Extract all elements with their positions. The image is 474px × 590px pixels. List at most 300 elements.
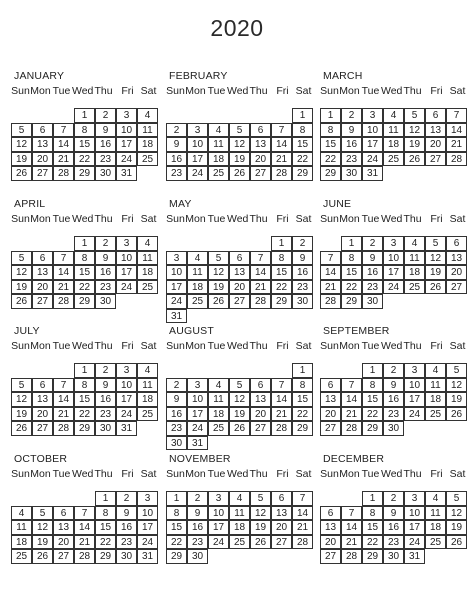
day-cell: 22 [74, 407, 95, 422]
day-cell: 15 [292, 392, 313, 407]
day-cell: 2 [383, 363, 404, 378]
day-cell: 28 [74, 549, 95, 564]
day-cell: 15 [74, 265, 95, 280]
day-cell: 8 [320, 123, 341, 138]
day-cell: 19 [446, 392, 467, 407]
day-cell: 5 [229, 378, 250, 393]
weekday-label-wed: Wed [381, 85, 403, 97]
month-april [11, 198, 161, 318]
weekday-header [11, 213, 161, 227]
day-cell: 4 [425, 363, 446, 378]
day-cell: 9 [95, 251, 116, 266]
day-cell: 28 [250, 294, 271, 309]
day-cell: 19 [11, 407, 32, 422]
day-cell: 19 [11, 152, 32, 167]
day-cell: 24 [116, 407, 137, 422]
day-grid [320, 491, 468, 579]
weekday-label-wed: Wed [381, 468, 403, 480]
day-cell: 29 [362, 549, 383, 564]
day-cell: 25 [404, 280, 425, 295]
weekday-label-mon: Mon [185, 340, 206, 352]
day-cell: 27 [250, 421, 271, 436]
day-cell: 28 [53, 421, 74, 436]
weekday-label-mon: Mon [185, 468, 206, 480]
day-cell: 2 [166, 123, 187, 138]
weekday-label-tue: Tue [52, 340, 71, 352]
day-cell: 15 [95, 520, 116, 535]
day-cell: 3 [116, 108, 137, 123]
day-cell: 5 [229, 123, 250, 138]
day-cell: 27 [320, 549, 341, 564]
weekday-label-sun: Sun [166, 340, 185, 352]
day-cell: 19 [229, 152, 250, 167]
day-cell: 3 [187, 378, 208, 393]
weekday-label-mon: Mon [30, 468, 51, 480]
day-cell: 26 [11, 294, 32, 309]
day-cell: 15 [362, 392, 383, 407]
weekday-label-thu: Thu [249, 85, 268, 97]
day-cell: 18 [187, 280, 208, 295]
day-cell: 21 [250, 280, 271, 295]
day-cell: 19 [250, 520, 271, 535]
day-cell: 26 [208, 294, 229, 309]
day-cell: 8 [95, 506, 116, 521]
day-cell: 12 [11, 392, 32, 407]
day-cell: 29 [271, 294, 292, 309]
day-cell: 7 [53, 251, 74, 266]
weekday-label-thu: Thu [249, 468, 268, 480]
day-grid [166, 491, 314, 579]
day-cell: 24 [208, 535, 229, 550]
day-cell: 8 [166, 506, 187, 521]
weekday-label-thu: Thu [94, 85, 113, 97]
day-cell: 27 [271, 535, 292, 550]
weekday-label-tue: Tue [361, 85, 380, 97]
day-cell: 13 [425, 123, 446, 138]
day-cell: 17 [166, 280, 187, 295]
day-cell: 29 [341, 294, 362, 309]
day-cell: 24 [362, 152, 383, 167]
day-cell: 27 [229, 294, 250, 309]
day-cell: 1 [362, 491, 383, 506]
day-grid [11, 236, 159, 324]
day-cell: 8 [292, 123, 313, 138]
day-cell: 10 [116, 378, 137, 393]
weekday-label-sat: Sat [140, 468, 157, 480]
day-cell: 5 [446, 363, 467, 378]
day-cell: 8 [362, 378, 383, 393]
day-cell: 30 [187, 549, 208, 564]
day-cell: 26 [250, 535, 271, 550]
day-cell: 21 [74, 535, 95, 550]
day-cell: 28 [292, 535, 313, 550]
month-july [11, 325, 161, 445]
day-cell: 7 [271, 378, 292, 393]
weekday-label-sun: Sun [11, 213, 30, 225]
day-cell: 10 [137, 506, 158, 521]
day-cell: 20 [320, 535, 341, 550]
weekday-label-mon: Mon [30, 340, 51, 352]
day-cell: 30 [383, 421, 404, 436]
month-name: DECEMBER [323, 453, 385, 465]
day-cell: 12 [11, 265, 32, 280]
weekday-label-fri: Fri [121, 340, 134, 352]
weekday-label-wed: Wed [227, 85, 249, 97]
day-cell: 1 [95, 491, 116, 506]
day-cell: 7 [341, 506, 362, 521]
day-cell: 1 [271, 236, 292, 251]
day-cell: 26 [11, 166, 32, 181]
day-cell: 22 [292, 407, 313, 422]
weekday-label-sun: Sun [166, 85, 185, 97]
day-cell: 1 [292, 108, 313, 123]
day-cell: 23 [362, 280, 383, 295]
day-cell: 11 [383, 123, 404, 138]
day-cell: 3 [383, 236, 404, 251]
day-grid [320, 108, 468, 196]
day-cell: 17 [208, 520, 229, 535]
day-cell: 24 [187, 166, 208, 181]
day-cell: 29 [166, 549, 187, 564]
month-name: JUNE [323, 198, 352, 210]
day-cell: 12 [404, 123, 425, 138]
day-grid [166, 363, 314, 451]
day-cell: 1 [320, 108, 341, 123]
day-cell: 11 [404, 251, 425, 266]
day-cell: 20 [229, 280, 250, 295]
month-name: OCTOBER [14, 453, 68, 465]
day-grid [166, 108, 314, 196]
day-cell: 9 [166, 137, 187, 152]
month-name: SEPTEMBER [323, 325, 390, 337]
day-cell: 2 [116, 491, 137, 506]
month-name: FEBRUARY [169, 70, 228, 82]
day-cell: 19 [446, 520, 467, 535]
weekday-label-sat: Sat [449, 85, 466, 97]
day-cell: 11 [425, 506, 446, 521]
day-cell: 3 [116, 236, 137, 251]
day-cell: 25 [208, 166, 229, 181]
weekday-label-tue: Tue [207, 340, 226, 352]
day-cell: 30 [362, 294, 383, 309]
day-cell: 29 [74, 166, 95, 181]
day-cell: 6 [32, 123, 53, 138]
day-cell: 31 [187, 436, 208, 451]
day-cell: 17 [404, 520, 425, 535]
weekday-label-fri: Fri [276, 340, 289, 352]
day-cell: 14 [271, 137, 292, 152]
day-cell: 25 [425, 535, 446, 550]
day-cell: 7 [53, 123, 74, 138]
day-cell: 18 [404, 265, 425, 280]
day-cell: 31 [404, 549, 425, 564]
day-cell: 30 [95, 166, 116, 181]
day-cell: 10 [404, 378, 425, 393]
weekday-label-sat: Sat [140, 340, 157, 352]
day-cell: 11 [208, 392, 229, 407]
weekday-label-thu: Thu [249, 213, 268, 225]
weekday-label-sat: Sat [295, 340, 312, 352]
day-cell: 16 [292, 265, 313, 280]
day-cell: 23 [383, 407, 404, 422]
day-cell: 18 [208, 407, 229, 422]
weekday-label-wed: Wed [72, 85, 94, 97]
day-cell: 23 [95, 152, 116, 167]
day-cell: 11 [137, 251, 158, 266]
day-cell: 2 [95, 363, 116, 378]
calendar-year-title: 2020 [210, 15, 264, 41]
day-cell: 28 [341, 549, 362, 564]
day-cell: 31 [116, 421, 137, 436]
day-cell: 18 [425, 392, 446, 407]
day-cell: 8 [271, 251, 292, 266]
day-cell: 2 [187, 491, 208, 506]
day-cell: 21 [271, 407, 292, 422]
day-cell: 16 [166, 407, 187, 422]
day-cell: 10 [187, 392, 208, 407]
day-cell: 22 [362, 535, 383, 550]
weekday-label-thu: Thu [249, 340, 268, 352]
day-cell: 13 [32, 137, 53, 152]
weekday-label-fri: Fri [276, 468, 289, 480]
day-grid [320, 236, 468, 324]
weekday-header [166, 213, 316, 227]
day-cell: 6 [446, 236, 467, 251]
day-cell: 18 [137, 392, 158, 407]
day-cell: 3 [187, 123, 208, 138]
weekday-label-mon: Mon [185, 85, 206, 97]
day-cell: 16 [95, 137, 116, 152]
day-cell: 3 [137, 491, 158, 506]
day-cell: 13 [320, 392, 341, 407]
day-cell: 27 [446, 280, 467, 295]
day-cell: 14 [74, 520, 95, 535]
day-cell: 28 [446, 152, 467, 167]
weekday-label-mon: Mon [339, 468, 360, 480]
day-cell: 1 [74, 236, 95, 251]
day-cell: 28 [271, 421, 292, 436]
day-cell: 10 [166, 265, 187, 280]
weekday-header [320, 213, 470, 227]
month-name: JANUARY [14, 70, 65, 82]
day-cell: 7 [271, 123, 292, 138]
day-cell: 20 [250, 407, 271, 422]
day-cell: 12 [11, 137, 32, 152]
day-cell: 10 [116, 123, 137, 138]
weekday-header [320, 468, 470, 482]
weekday-label-tue: Tue [361, 213, 380, 225]
day-cell: 25 [137, 407, 158, 422]
day-cell: 28 [341, 421, 362, 436]
weekday-label-wed: Wed [381, 340, 403, 352]
day-cell: 9 [166, 392, 187, 407]
day-cell: 5 [11, 123, 32, 138]
day-cell: 12 [425, 251, 446, 266]
weekday-label-thu: Thu [403, 213, 422, 225]
weekday-header [11, 468, 161, 482]
day-cell: 15 [271, 265, 292, 280]
day-cell: 11 [11, 520, 32, 535]
weekday-label-thu: Thu [94, 213, 113, 225]
weekday-label-sun: Sun [11, 340, 30, 352]
day-cell: 4 [11, 506, 32, 521]
weekday-label-wed: Wed [72, 340, 94, 352]
day-cell: 30 [95, 421, 116, 436]
day-cell: 17 [116, 392, 137, 407]
day-cell: 12 [208, 265, 229, 280]
day-cell: 18 [383, 137, 404, 152]
day-cell: 21 [53, 280, 74, 295]
day-cell: 13 [446, 251, 467, 266]
weekday-header [166, 340, 316, 354]
day-cell: 29 [95, 549, 116, 564]
day-cell: 28 [320, 294, 341, 309]
day-cell: 9 [362, 251, 383, 266]
day-cell: 2 [95, 236, 116, 251]
day-cell: 2 [166, 378, 187, 393]
weekday-label-wed: Wed [227, 213, 249, 225]
day-cell: 20 [250, 152, 271, 167]
day-cell: 8 [74, 378, 95, 393]
day-cell: 9 [187, 506, 208, 521]
day-cell: 25 [383, 152, 404, 167]
day-cell: 12 [229, 137, 250, 152]
day-cell: 17 [137, 520, 158, 535]
day-cell: 23 [341, 152, 362, 167]
day-cell: 30 [166, 436, 187, 451]
weekday-label-sun: Sun [166, 468, 185, 480]
month-may [166, 198, 316, 322]
day-cell: 23 [383, 535, 404, 550]
day-cell: 22 [271, 280, 292, 295]
day-cell: 12 [446, 506, 467, 521]
day-cell: 26 [11, 421, 32, 436]
day-cell: 5 [32, 506, 53, 521]
day-cell: 4 [208, 378, 229, 393]
day-cell: 3 [208, 491, 229, 506]
day-cell: 28 [53, 294, 74, 309]
day-cell: 26 [229, 421, 250, 436]
day-cell: 7 [292, 491, 313, 506]
day-cell: 18 [137, 265, 158, 280]
day-cell: 20 [53, 535, 74, 550]
day-cell: 1 [166, 491, 187, 506]
day-cell: 10 [187, 137, 208, 152]
day-cell: 9 [95, 123, 116, 138]
day-cell: 21 [271, 152, 292, 167]
day-cell: 30 [116, 549, 137, 564]
day-cell: 6 [320, 378, 341, 393]
day-cell: 20 [446, 265, 467, 280]
weekday-label-tue: Tue [52, 213, 71, 225]
day-cell: 23 [95, 280, 116, 295]
day-grid [11, 491, 159, 579]
day-cell: 9 [383, 378, 404, 393]
day-cell: 24 [137, 535, 158, 550]
day-cell: 10 [362, 123, 383, 138]
day-cell: 12 [446, 378, 467, 393]
day-cell: 24 [116, 280, 137, 295]
day-cell: 6 [229, 251, 250, 266]
day-cell: 30 [95, 294, 116, 309]
day-cell: 8 [74, 251, 95, 266]
weekday-header [166, 85, 316, 99]
day-cell: 29 [292, 421, 313, 436]
day-cell: 14 [341, 520, 362, 535]
day-cell: 13 [320, 520, 341, 535]
day-cell: 7 [250, 251, 271, 266]
weekday-label-wed: Wed [381, 213, 403, 225]
day-cell: 6 [320, 506, 341, 521]
day-cell: 13 [250, 137, 271, 152]
weekday-label-fri: Fri [430, 85, 443, 97]
day-cell: 1 [341, 236, 362, 251]
weekday-label-wed: Wed [72, 213, 94, 225]
day-cell: 19 [208, 280, 229, 295]
day-cell: 25 [137, 280, 158, 295]
day-cell: 22 [341, 280, 362, 295]
day-cell: 22 [166, 535, 187, 550]
day-cell: 3 [166, 251, 187, 266]
day-cell: 14 [446, 123, 467, 138]
day-cell: 16 [383, 520, 404, 535]
day-cell: 27 [320, 421, 341, 436]
day-cell: 2 [95, 108, 116, 123]
day-cell: 12 [229, 392, 250, 407]
weekday-header [320, 340, 470, 354]
day-cell: 22 [74, 152, 95, 167]
day-cell: 16 [95, 265, 116, 280]
day-cell: 13 [250, 392, 271, 407]
day-cell: 15 [74, 392, 95, 407]
day-cell: 25 [425, 407, 446, 422]
day-cell: 20 [425, 137, 446, 152]
day-cell: 10 [383, 251, 404, 266]
weekday-header [11, 85, 161, 99]
day-cell: 12 [32, 520, 53, 535]
day-cell: 7 [341, 378, 362, 393]
day-cell: 14 [341, 392, 362, 407]
day-cell: 29 [292, 166, 313, 181]
day-cell: 21 [320, 280, 341, 295]
day-cell: 6 [250, 378, 271, 393]
day-cell: 24 [187, 421, 208, 436]
weekday-label-tue: Tue [52, 468, 71, 480]
weekday-label-mon: Mon [339, 85, 360, 97]
day-cell: 23 [95, 407, 116, 422]
day-cell: 15 [166, 520, 187, 535]
weekday-label-mon: Mon [339, 340, 360, 352]
day-grid [320, 363, 468, 451]
month-name: JULY [14, 325, 40, 337]
day-cell: 20 [271, 520, 292, 535]
day-cell: 30 [341, 166, 362, 181]
day-cell: 18 [137, 137, 158, 152]
weekday-label-mon: Mon [339, 213, 360, 225]
month-december [320, 453, 470, 573]
weekday-label-tue: Tue [361, 340, 380, 352]
day-cell: 6 [271, 491, 292, 506]
day-cell: 8 [292, 378, 313, 393]
weekday-label-sun: Sun [166, 213, 185, 225]
month-name: MAY [169, 198, 192, 210]
day-cell: 27 [425, 152, 446, 167]
day-cell: 31 [116, 166, 137, 181]
day-cell: 3 [116, 363, 137, 378]
month-name: MARCH [323, 70, 363, 82]
day-cell: 26 [229, 166, 250, 181]
day-cell: 7 [53, 378, 74, 393]
